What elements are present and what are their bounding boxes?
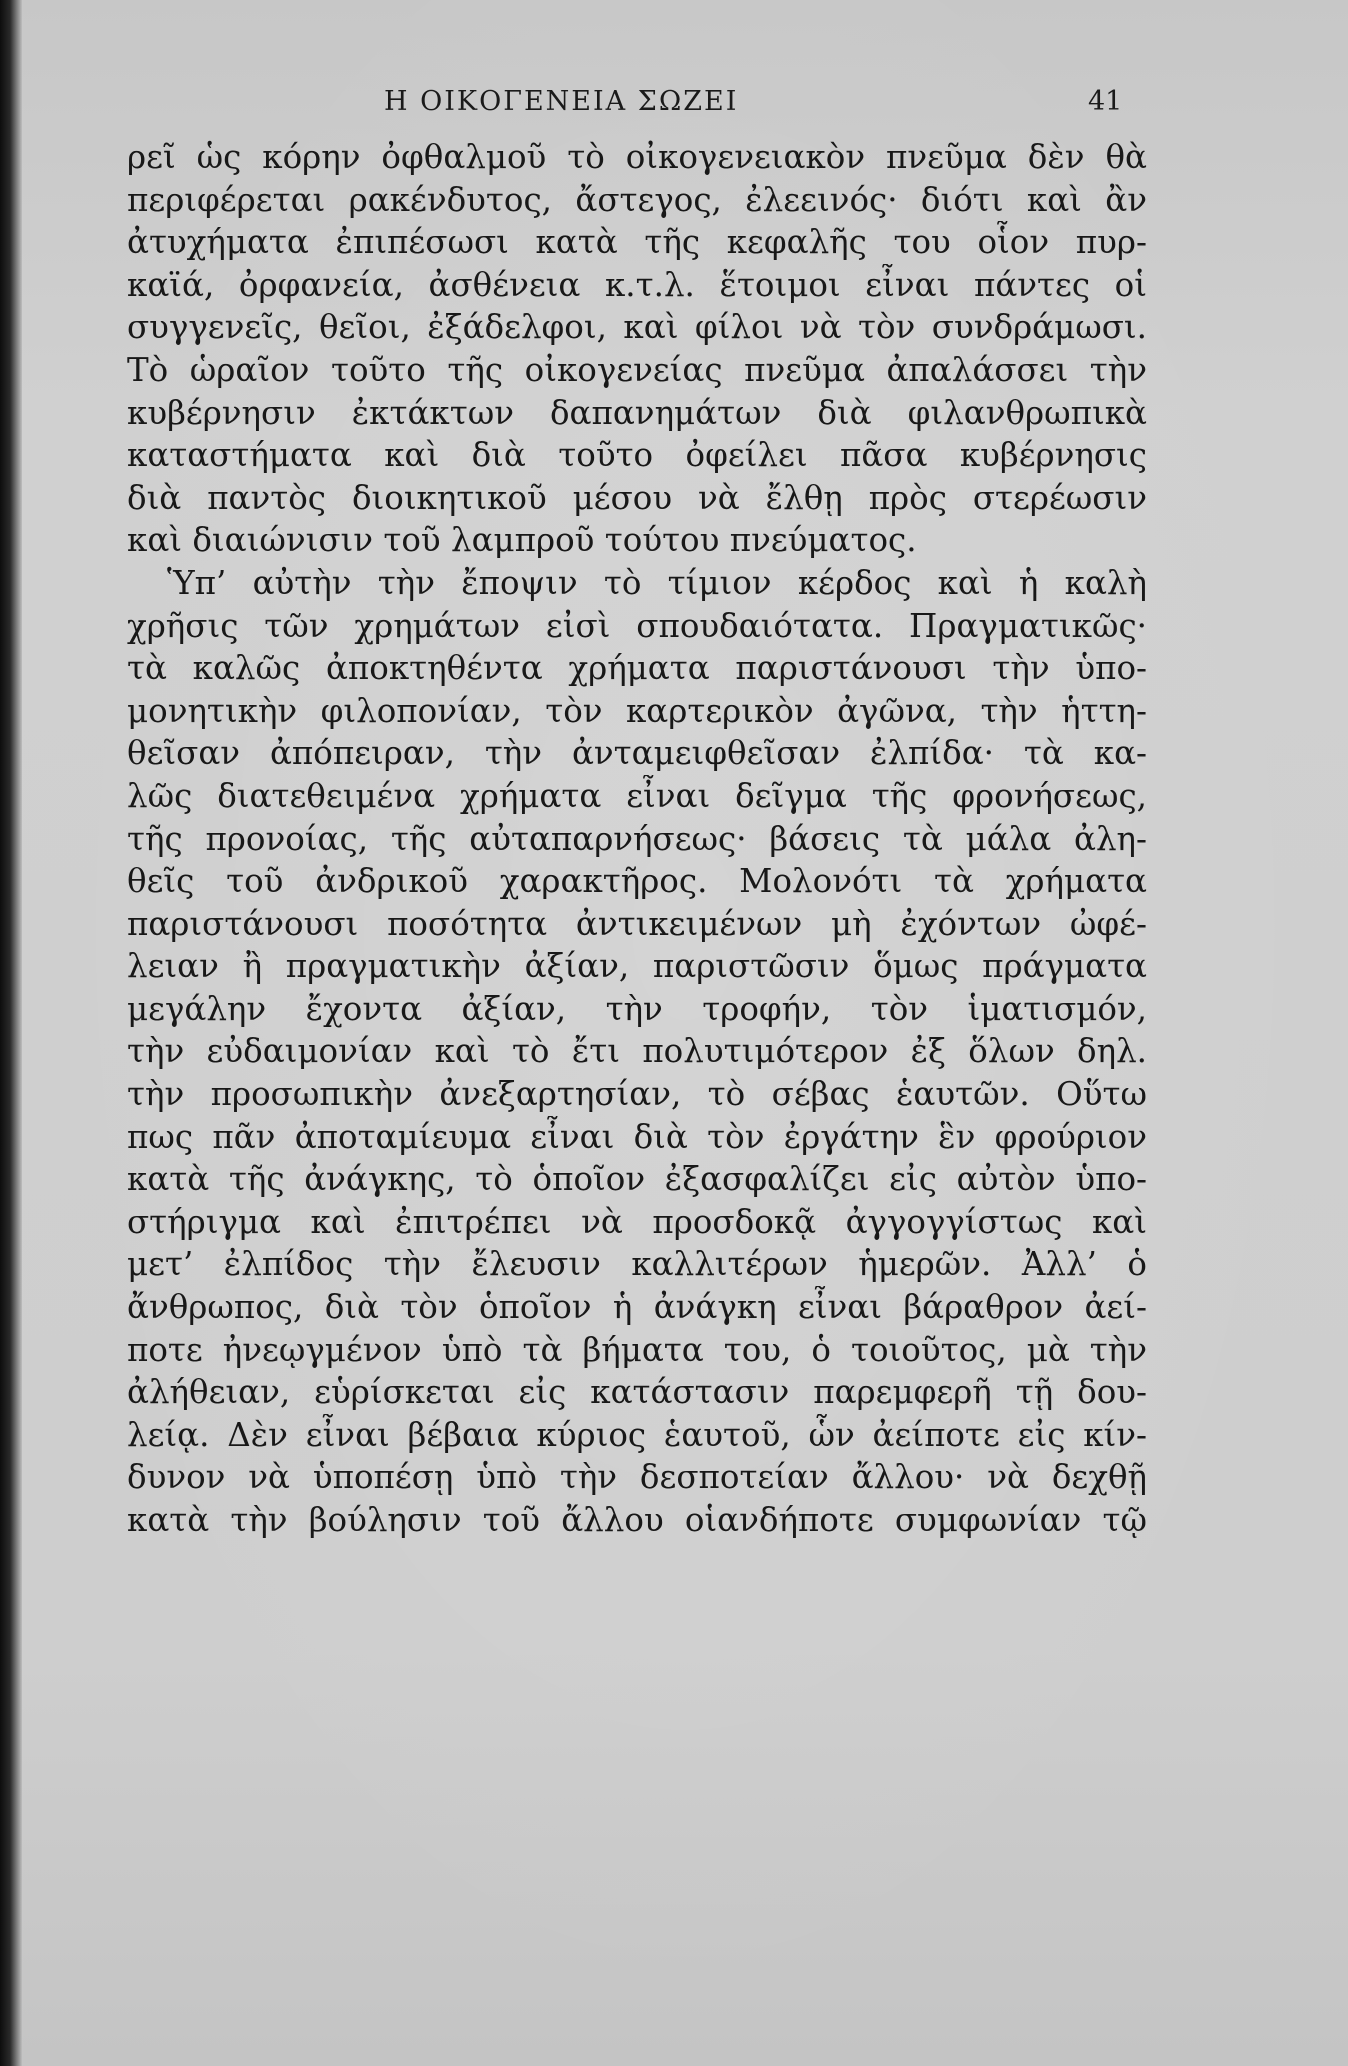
text-line: δυνον νὰ ὑποπέσῃ ὑπὸ τὴν δεσποτείαν ἄλλου· νὰ δεχθῇ [127,1458,1147,1497]
text-line: ρεῖ ὡς κόρην ὀφθαλμοῦ τὸ οἰκογενειακὸν πνεῦμα δὲν θὰ [127,138,1147,176]
text-line: τῆς προνοίας, τῆς αὐταπαρνήσεως· βάσεις τὰ μάλα ἀλη- [127,819,1147,858]
text-line: ποτε ἠνεῳγμένον ὑπὸ τὰ βήματα του, ὁ τοιοῦτος, μὰ τὴν [127,1330,1147,1369]
text-line: κυβέρνησιν ἐκτάκτων δαπανημάτων διὰ φιλανθρωπικὰ [127,393,1147,432]
text-line: λειαν ἢ πραγματικὴν ἀξίαν, παριστῶσιν ὅμως πράγματα [127,947,1147,986]
text-line: περιφέρεται ρακένδυτος, ἄστεγος, ἐλεεινός· διότι καὶ ἂν [127,180,1147,219]
text-line: λῶς διατεθειμένα χρήματα εἶναι δεῖγμα τῆς φρονήσεως, [127,776,1147,815]
text-line: τὰ καλῶς ἀποκτηθέντα χρήματα παριστάνουσι τὴν ὑπο- [127,649,1147,688]
text-line: πως πᾶν ἀποταμίευμα εἶναι διὰ τὸν ἐργάτην ἓν φρούριον [127,1117,1147,1156]
page-paper [22,0,1348,2066]
text-line: χρῆσις τῶν χρημάτων εἰσὶ σπουδαιότατα. Πραγματικῶς· [127,606,1147,645]
text-line: λείᾳ. Δὲν εἶναι βέβαια κύριος ἑαυτοῦ, ὧν ἀείποτε εἰς κίν- [127,1415,1147,1454]
text-line: τὴν εὐδαιμονίαν καὶ τὸ ἔτι πολυτιμότερον ἐξ ὅλων δηλ. [127,1032,1147,1071]
text-line: διὰ παντὸς διοικητικοῦ μέσου νὰ ἔλθῃ πρὸς στερέωσιν [127,478,1147,517]
text-line: θεῖς τοῦ ἀνδρικοῦ χαρακτῆρος. Μολονότι τὰ χρήματα [127,862,1147,901]
text-line: ἄνθρωπος, διὰ τὸν ὁποῖον ἡ ἀνάγκη εἶναι βάραθρον ἀεί- [127,1288,1147,1327]
text-line: κατὰ τῆς ἀνάγκης, τὸ ὁποῖον ἐξασφαλίζει εἰς αὐτὸν ὑπο- [127,1160,1147,1199]
text-line: κατὰ τὴν βούλησιν τοῦ ἄλλου οἱανδήποτε συμφωνίαν τῷ [127,1501,1147,1539]
text-line: θεῖσαν ἀπόπειραν, τὴν ἀνταμειφθεῖσαν ἐλπίδα· τὰ κα- [127,734,1147,773]
text-line: στήριγμα καὶ ἐπιτρέπει νὰ προσδοκᾷ ἀγγογγίστως καὶ [127,1202,1147,1241]
text-line: ἀλήθειαν, εὑρίσκεται εἰς κατάστασιν παρεμφερῆ τῇ δου- [127,1373,1147,1412]
running-title: Η ΟΙΚΟΓΕΝΕΙΑ ΣΩΖΕΙ [384,86,739,117]
text-line: καταστήματα καὶ διὰ τοῦτο ὀφείλει πᾶσα κυβέρνησις [127,436,1147,475]
text-line: μεγάλην ἔχοντα ἀξίαν, τὴν τροφήν, τὸν ἱματισμόν, [127,989,1147,1028]
text-line-paragraph-start: Ὑπ’ αὐτὴν τὴν ἔποψιν τὸ τίμιον κέρδος καὶ ἡ καλὴ [167,563,1147,602]
text-line: Τὸ ὡραῖον τοῦτο τῆς οἰκογενείας πνεῦμα ἀπαλάσσει τὴν [127,350,1147,389]
page-number: 41 [1088,86,1123,117]
text-line: μονητικὴν φιλοπονίαν, τὸν καρτερικὸν ἀγῶνα, τὴν ἡττη- [127,691,1147,730]
text-line: καϊά, ὀρφανεία, ἀσθένεια κ.τ.λ. ἕτοιμοι εἶναι πάντες οἱ [127,265,1147,304]
text-line: μετ’ ἐλπίδος τὴν ἔλευσιν καλλιτέρων ἡμερῶν. Ἀλλ’ ὁ [127,1245,1147,1284]
page-header [22,86,1348,126]
text-line: συγγενεῖς, θεῖοι, ἐξάδελφοι, καὶ φίλοι νὰ τὸν συνδράμωσι. [127,308,1147,347]
body-text [127,136,1147,1542]
text-line: ἀτυχήματα ἐπιπέσωσι κατὰ τῆς κεφαλῆς του οἷον πυρ- [127,223,1147,262]
text-line-paragraph-end: καὶ διαιώνισιν τοῦ λαμπροῦ τούτου πνεύματος. [127,521,917,560]
text-line: παριστάνουσι ποσότητα ἀντικειμένων μὴ ἐχόντων ὠφέ- [127,904,1147,943]
text-line: τὴν προσωπικὴν ἀνεξαρτησίαν, τὸ σέβας ἑαυτῶν. Οὕτω [127,1075,1147,1114]
